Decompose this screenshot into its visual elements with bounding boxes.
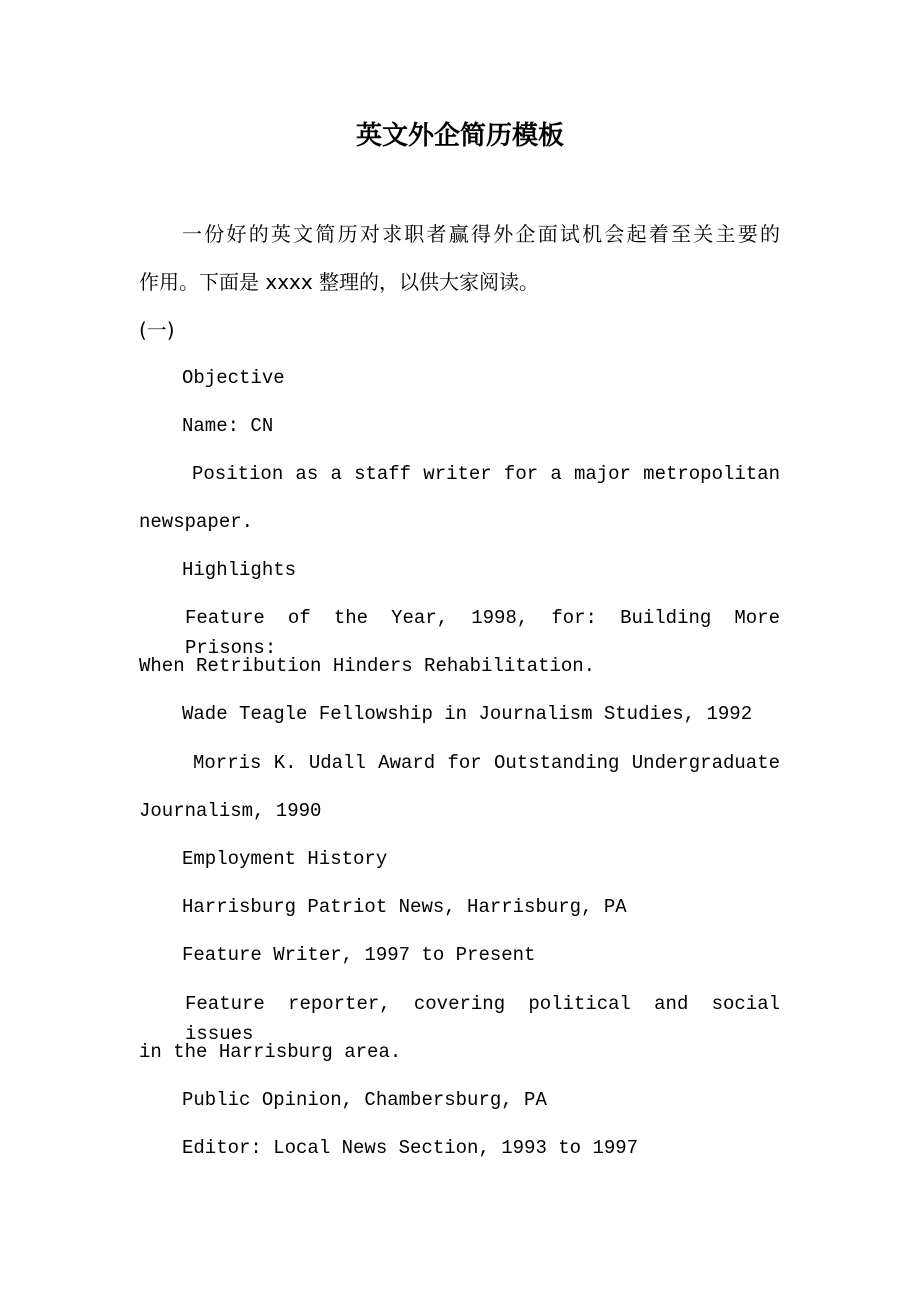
highlight-item-2: Wade Teagle Fellowship in Journalism Studies, 1992 — [182, 703, 753, 725]
section-marker: (一) — [139, 318, 175, 342]
employer-2: Public Opinion, Chambersburg, PA — [182, 1089, 547, 1111]
objective-text-line-2: newspaper. — [139, 511, 254, 533]
highlights-heading: Highlights — [182, 559, 297, 581]
employer-1-description-line-1: Feature reporter, covering political and social issues — [185, 993, 780, 1045]
highlight-item-3-line-1: Morris K. Udall Award for Outstanding Undergraduate — [193, 752, 780, 774]
highlight-item-1-line-2: When Retribution Hinders Rehabilitation. — [139, 655, 596, 677]
intro-paragraph-line-1: 一份好的英文简历对求职者赢得外企面试机会起着至关主要的 — [182, 222, 780, 246]
intro-paragraph-line-2: 作用。下面是 xxxx 整理的，以供大家阅读。 — [139, 270, 540, 294]
employment-history-heading: Employment History — [182, 848, 388, 870]
employer-1-role: Feature Writer, 1997 to Present — [182, 944, 536, 966]
objective-text-line-1: Position as a staff writer for a major metropolitan — [192, 463, 780, 485]
highlight-item-3-line-2: Journalism, 1990 — [139, 800, 322, 822]
highlight-item-1-line-1: Feature of the Year, 1998, for: Building More Prisons: — [185, 607, 780, 659]
name-line: Name: CN — [182, 415, 274, 437]
employer-1: Harrisburg Patriot News, Harrisburg, PA — [182, 896, 627, 918]
document-title: 英文外企简历模板 — [355, 121, 564, 151]
employer-2-role: Editor: Local News Section, 1993 to 1997 — [182, 1137, 639, 1159]
employer-1-description-line-2: in the Harrisburg area. — [139, 1041, 402, 1063]
objective-heading: Objective — [182, 367, 285, 389]
